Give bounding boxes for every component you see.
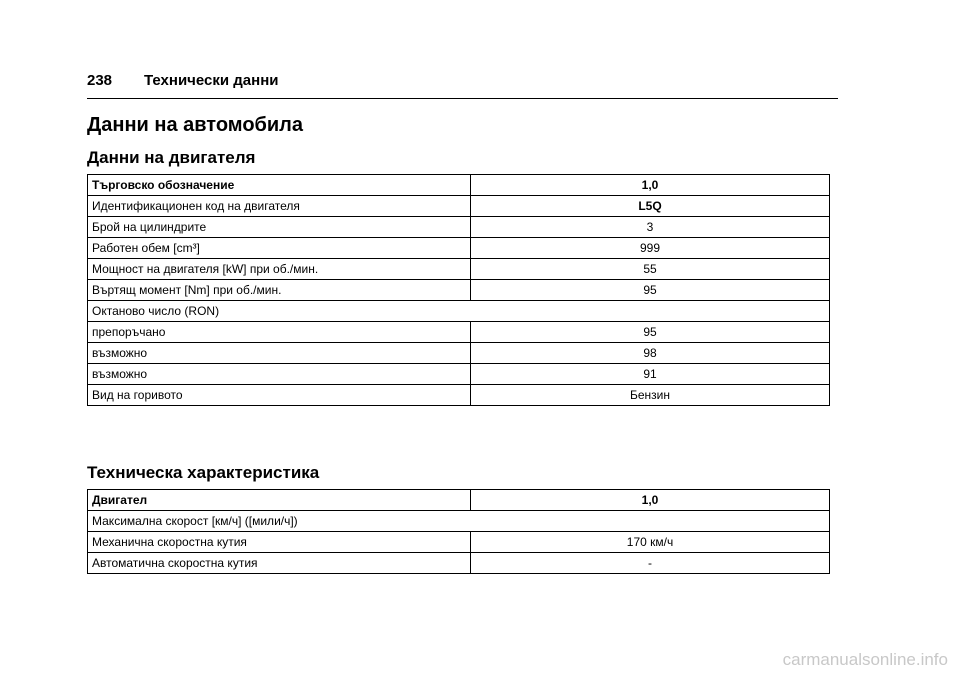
header-divider <box>87 98 838 99</box>
table-cell: 55 <box>471 259 830 280</box>
table-row <box>88 553 830 574</box>
table-cell: 95 <box>471 322 830 343</box>
table-cell: препоръчано <box>88 322 471 343</box>
table-cell: 999 <box>471 238 830 259</box>
table-cell: възможно <box>88 364 471 385</box>
page-header <box>87 72 838 96</box>
table-cell: Въртящ момент [Nm] при об./мин. <box>88 280 471 301</box>
table-cell: Мощност на двигателя [kW] при об./мин. <box>88 259 471 280</box>
table-cell: Идентификационен код на двигателя <box>88 196 471 217</box>
table-header-row <box>88 490 830 511</box>
table-cell: 1,0 <box>471 490 830 511</box>
watermark: carmanualsonline.info <box>782 650 948 669</box>
table-cell: Брой на цилиндрите <box>88 217 471 238</box>
table-cell: Работен обем [cm³] <box>88 238 471 259</box>
table-row <box>88 385 830 406</box>
table-cell: 1,0 <box>471 175 830 196</box>
table-header-row <box>88 175 830 196</box>
tech-specs-table <box>87 489 830 574</box>
table-cell: Механична скоростна кутия <box>88 532 471 553</box>
table-row <box>88 532 830 553</box>
table-row <box>88 217 830 238</box>
tech-specs-heading: Техническа характеристика <box>87 463 320 482</box>
engine-data-table <box>87 174 830 406</box>
table-cell: Автоматична скоростна кутия <box>88 553 471 574</box>
table-cell: 95 <box>471 280 830 301</box>
table-cell: 170 км/ч <box>471 532 830 553</box>
table-row <box>88 259 830 280</box>
engine-data-heading: Данни на двигателя <box>87 148 256 167</box>
table-cell: Вид на горивото <box>88 385 471 406</box>
table-cell: 3 <box>471 217 830 238</box>
table-cell: 91 <box>471 364 830 385</box>
table-cell: Двигател <box>88 490 471 511</box>
table-cell: - <box>471 553 830 574</box>
table-cell: възможно <box>88 343 471 364</box>
table-row <box>88 238 830 259</box>
table-row <box>88 301 830 322</box>
table-row <box>88 280 830 301</box>
table-cell: Октаново число (RON) <box>88 301 830 322</box>
table-cell: Търговско обозначение <box>88 175 471 196</box>
table-row <box>88 322 830 343</box>
table-cell: 98 <box>471 343 830 364</box>
table-cell: Бензин <box>471 385 830 406</box>
page-title: Данни на автомобила <box>87 114 304 136</box>
page-number: 238 <box>87 72 113 89</box>
table-row <box>88 511 830 532</box>
table-row <box>88 364 830 385</box>
table-cell: Максимална скорост [км/ч] ([мили/ч]) <box>88 511 830 532</box>
table-row <box>88 343 830 364</box>
section-title: Технически данни <box>144 72 279 89</box>
table-cell: L5Q <box>471 196 830 217</box>
table-row <box>88 196 830 217</box>
